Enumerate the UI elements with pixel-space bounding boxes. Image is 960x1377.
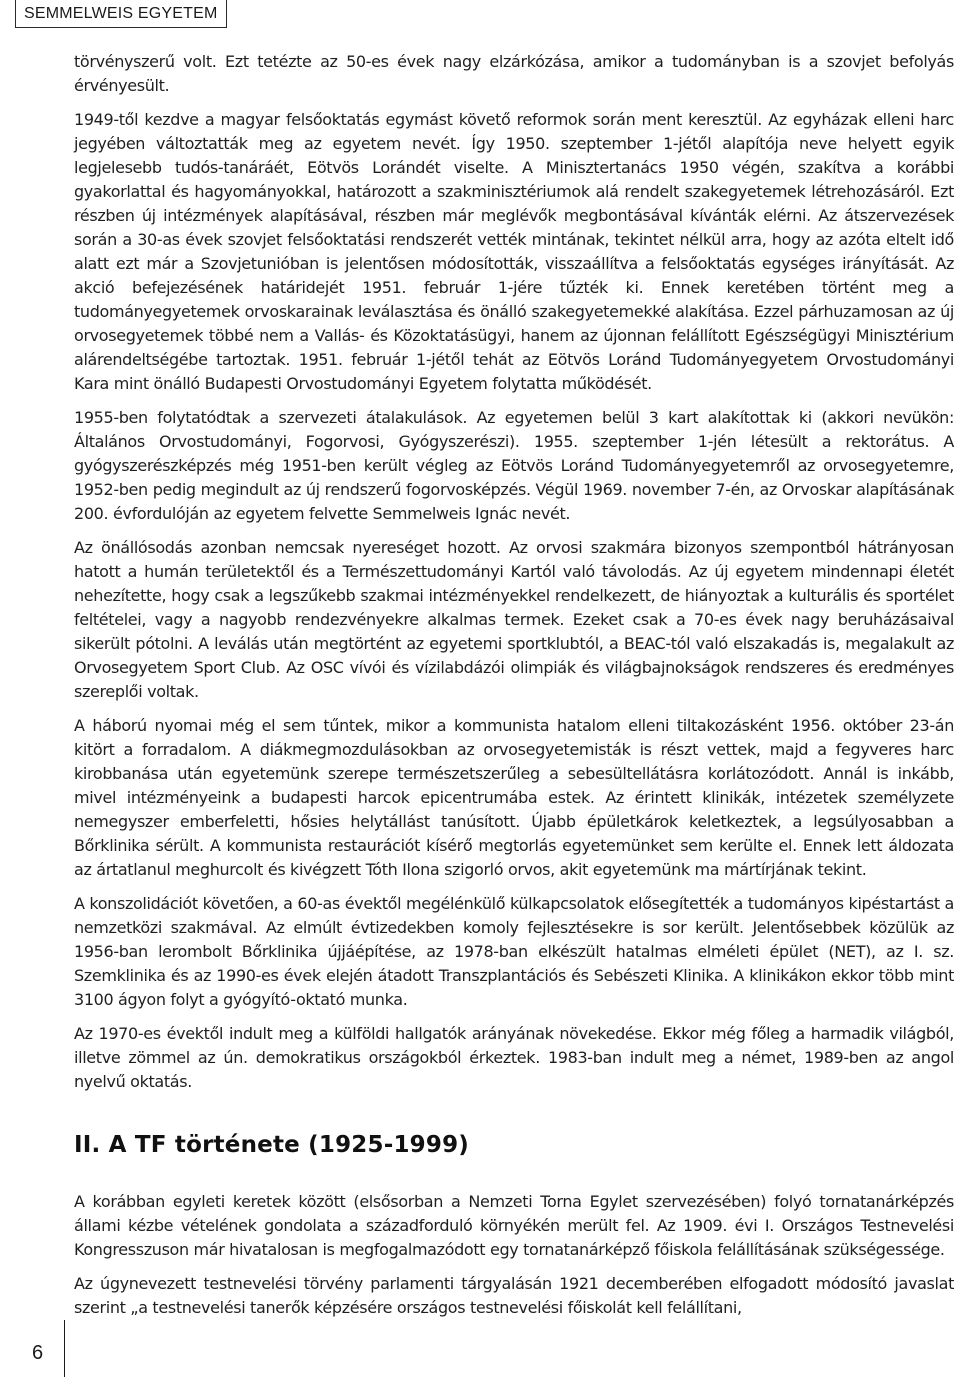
running-header-label: SEMMELWEIS EGYETEM [24,4,218,22]
paragraph-3: 1955-ben folytatódtak a szervezeti átalakulások. Az egyetemen belül 3 kart alakítottak ki (akkori nevükön: Általános Orvostudományi, Fogorvosi, Gyógyszerészi). 1955. szeptember 1-jén létesült a rektorátus. A gyógyszerészképzés még 1951-ben került végleg az Eötvös Loránd Tudományegyetemről az orvosegyetemre, 1952-ben pedig megindult az új rendszerű fogorvosképzés. Végül 1969. november 7-én, az Orvoskar alapításának 200. évfordulóján az egyetem felvette Semmelweis Ignác nevét. [74,408,954,523]
paragraph-1: törvényszerű volt. Ezt tetézte az 50-es évek nagy elzárkózása, amikor a tudományban is a szovjet befolyás érvényesült. [74,52,954,95]
paragraph-6: A konszolidációt követően, a 60-as évektől megélénkülő külkapcsolatok elősegítették a tudományos kipéstartást a nemzetközi szakmával. Az elmúlt évtizedekben komoly fejlesztésekre is sor került. Jelentősebbek közülük az 1956-ban lerombolt Bőrklinika újjáépítése, az 1978-ban elkészült hatalmas elméleti épület (NET), az I. sz. Szemklinika és az 1990-es évek elején átadott Transzplantációs és Sebészeti Klinika. A klinikákon ekkor több mint 3100 ágyon folyt a gyógyító-oktató munka. [74,894,954,1009]
running-header [15,0,227,28]
paragraph-4: Az önállósodás azonban nemcsak nyereséget hozott. Az orvosi szakmára bizonyos szempontból hátrányosan hatott a humán területektől és a Természettudományi Kartól való távolodás. Az új egyetem mindennapi életét nehezítette, hogy csak a legszűkebb szakmai intézményekkel rendelkezett, de hiányoztak a kulturális és sportélet feltételei, vagy a nagyobb rendezvényekre alkalmas termek. Ezeket csak a 70-es évek nagy beruházásaival sikerült pótolni. A leválás után megtörtént az egyetemi sportklubtól, a BEAC-tól való elszakadás is, megalakult az Orvosegyetem Sport Club. Az OSC vívói és vízilabdázói olimpiák és világbajnokságok rendszeres és eredményes szereplői voltak. [74,538,954,701]
section-heading: II. A TF története (1925-1999) [74,1132,469,1158]
paragraph-7: Az 1970-es évektől indult meg a külföldi hallgatók arányának növekedése. Ekkor még főleg a harmadik világból, illetve zömmel az ún. demokratikus országokból érkeztek. 1983-ban indult meg a német, 1989-ben az angol nyelvű oktatás. [74,1024,954,1091]
section-paragraph-2: Az úgynevezett testnevelési törvény parlamenti tárgyalásán 1921 decemberében elfogadott módosító javaslat szerint „a testnevelési tanerők képzésére országos testnevelési főiskolát kell felállítani, [74,1274,954,1317]
paragraph-5: A háború nyomai még el sem tűntek, mikor a kommunista hatalom elleni tiltakozásként 1956. október 23-án kitört a forradalom. A diákmegmozdulásokban az orvosegyetemisták is részt vettek, majd a fegyveres harc kirobbanása után egyetemünk szerepe természetszerűleg a sebesültellátásra korlátozódott. Annál is inkább, mivel intézményeink a budapesti harcok epicentrumába estek. Az érintett klinikák, intézetek személyzete nemegyszer emberfeletti, hősies helytállást tanúsított. Újabb épületkárok keletkeztek, a legsúlyosabban a Bőrklinika sérült. A kommunista restaurációt kísérő megtorlás egyetemünket sem kerülte el. Ennek lett áldozata az ártatlanul meghurcolt és kivégzett Tóth Ilona szigorló orvos, akit egyetemünk ma mártírjának tekint. [74,716,954,879]
margin-rule [64,1320,65,1377]
page-number: 6 [32,1342,44,1364]
page-body [74,50,954,1330]
paragraph-2: 1949-től kezdve a magyar felsőoktatás egymást követő reformok során ment keresztül. Az egyházak elleni harc jegyében változtatták meg az egyetem nevét. Így 1950. szeptember 1-jétől alapítója neve helyett egyik legjelesebb tudós-tanáráét, Eötvös Lorándét viselte. A Minisztertanács 1950 végén, szakítva a korábbi gyakorlattal és hagyományokkal, határozott a szakminisztériumok alá rendelt szakegyetemek létrehozásáról. Ezt részben új intézmények alapításával, részben már meglévők megbontásával kívánták elérni. Az átszervezések során a 30-as évek szovjet felsőoktatási rendszerét vették mintának, tekintet nélkül arra, hogy az azóta eltelt idő alatt ezt már a Szovjetunióban is jelentősen módosították, visszaállítva a felsőoktatás egységes irányítását. Az akció befejezésének határidejét 1951. február 1-jére tűzték ki. Ennek keretében történt meg a tudományegyetemek orvoskarainak leválasztása és önálló szakegyetemekké alakítása. Ezzel párhuzamosan az új orvosegyetemek többé nem a Vallás- és Közoktatásügyi, hanem az újonnan felállított Egészségügyi Minisztérium alárendeltségébe tartoztak. 1951. február 1-jétől tehát az Eötvös Loránd Tudományegyetem Orvostudományi Kara mint önálló Budapesti Orvostudományi Egyetem folytatta működését. [74,110,954,393]
section-paragraph-1: A korábban egyleti keretek között (elsősorban a Nemzeti Torna Egylet szervezésében) folyó tornatanárképzés állami kézbe vételének gondolata a századforduló környékén merült fel. Az 1909. évi I. Országos Testnevelési Kongresszuson már hivatalosan is megfogalmazódott egy tornatanárképző főiskola felállításának szükségessége. [74,1192,954,1259]
